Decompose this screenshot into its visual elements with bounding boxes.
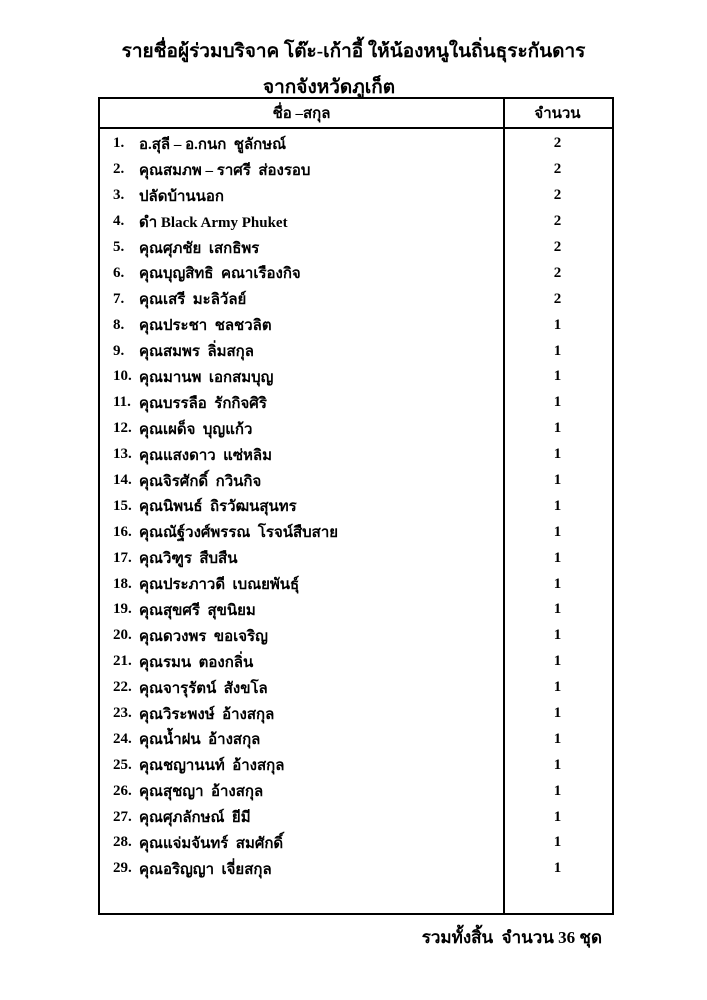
table-row bbox=[100, 701, 612, 727]
row-number: 25. bbox=[113, 756, 132, 773]
donor-name: คุณเสรี มะลิวัลย์ bbox=[139, 292, 247, 309]
table-row bbox=[100, 364, 612, 390]
donor-name: คุณณัฐ์วงศ์พรรณ โรจน์สืบสาย bbox=[139, 525, 339, 542]
page-subtitle: จากจังหวัดภูเก็ต bbox=[263, 77, 396, 98]
name-cell bbox=[100, 158, 503, 182]
table-row bbox=[100, 286, 612, 312]
table-row bbox=[100, 157, 612, 183]
name-cell bbox=[100, 753, 503, 777]
donor-name: คุณสมภพ – ราศรี ส่องรอบ bbox=[139, 162, 311, 179]
donor-count: 1 bbox=[553, 653, 562, 670]
donor-count: 1 bbox=[553, 782, 562, 799]
donor-count: 1 bbox=[553, 730, 562, 747]
table-row bbox=[100, 312, 612, 338]
row-number: 17. bbox=[113, 549, 132, 566]
name-cell bbox=[100, 520, 503, 544]
donor-count: 1 bbox=[553, 679, 562, 696]
row-number: 1. bbox=[113, 135, 125, 152]
table-row bbox=[100, 338, 612, 364]
table-body bbox=[100, 129, 612, 882]
name-cell bbox=[100, 339, 503, 363]
donor-name: คุณสุขศรี สุขนิยม bbox=[139, 602, 256, 619]
donor-count: 1 bbox=[553, 497, 562, 514]
table-row bbox=[100, 545, 612, 571]
name-cell bbox=[100, 857, 503, 881]
row-number: 8. bbox=[113, 316, 125, 333]
donor-count: 1 bbox=[553, 394, 562, 411]
name-cell bbox=[100, 650, 503, 674]
donor-count: 1 bbox=[553, 368, 562, 385]
donor-name: คุณแจ่มจันทร์ สมศักดิ์ bbox=[139, 835, 284, 852]
row-number: 21. bbox=[113, 653, 132, 670]
row-number: 5. bbox=[113, 239, 125, 255]
row-number: 4. bbox=[113, 213, 125, 230]
donor-name: คุณดวงพร ขอเจริญ bbox=[139, 628, 268, 645]
name-cell bbox=[100, 417, 503, 441]
column-header-count: จำนวน bbox=[534, 106, 581, 122]
table-row bbox=[100, 442, 612, 468]
donor-name: ปลัดบ้านนอก bbox=[139, 188, 224, 205]
donor-name: คุณจารุรัตน์ สังขโล bbox=[139, 680, 268, 697]
row-number: 20. bbox=[113, 627, 132, 644]
donor-count: 2 bbox=[553, 290, 562, 307]
row-number: 27. bbox=[113, 808, 132, 825]
page-title: รายชื่อผู้ร่วมบริจาค โต๊ะ-เก้าอี้ ให้น้องหนูในถิ่นธุระกันดาร bbox=[121, 41, 586, 62]
table-row bbox=[100, 416, 612, 442]
name-cell bbox=[100, 469, 503, 493]
donor-name: คุณศุภลักษณ์ ยีมี bbox=[139, 810, 251, 827]
donor-name: อ.สุลี – อ.กนก ชูลักษณ์ bbox=[139, 136, 287, 153]
donor-count: 2 bbox=[553, 264, 562, 281]
name-cell bbox=[100, 624, 503, 648]
donor-name: คุณนิพนธ์ ถิรวัฒนสุนทร bbox=[139, 499, 297, 516]
name-cell bbox=[100, 779, 503, 803]
donor-name: คุณบุญสิทธิ คณาเรืองกิจ bbox=[139, 266, 301, 283]
donor-name: คุณประภาวดี เบณยพันธุ์ bbox=[139, 577, 300, 594]
donor-count: 1 bbox=[553, 756, 562, 773]
name-cell bbox=[100, 210, 503, 234]
donor-name: คุณแสงดาว แซ่หลิม bbox=[139, 447, 273, 464]
row-number: 19. bbox=[113, 601, 132, 618]
donor-name: คุณสุชญา อ้างสกุล bbox=[139, 784, 264, 801]
name-cell bbox=[100, 494, 503, 518]
name-cell bbox=[100, 546, 503, 570]
name-cell bbox=[100, 805, 503, 829]
row-number: 14. bbox=[113, 472, 132, 489]
table-row bbox=[100, 571, 612, 597]
name-cell bbox=[100, 365, 503, 389]
name-cell bbox=[100, 184, 503, 208]
name-cell bbox=[100, 313, 503, 337]
table-row bbox=[100, 675, 612, 701]
table-row bbox=[100, 468, 612, 494]
donor-count: 2 bbox=[553, 135, 562, 152]
donor-name: คุณวิระพงษ์ อ้างสกุล bbox=[139, 706, 275, 723]
table-row bbox=[100, 623, 612, 649]
donor-name: คุณวิฑูร สืบสืน bbox=[139, 551, 238, 568]
table-row bbox=[100, 752, 612, 778]
donor-count: 1 bbox=[553, 472, 562, 489]
table-row bbox=[100, 493, 612, 519]
donor-name: คุณจิรศักดิ์ กวินกิจ bbox=[139, 473, 262, 490]
donor-name: คุณสมพร ลิ่มสกุล bbox=[139, 344, 254, 361]
name-cell bbox=[100, 676, 503, 700]
donor-count: 1 bbox=[553, 446, 562, 463]
name-cell bbox=[100, 443, 503, 467]
donor-count: 1 bbox=[553, 575, 562, 592]
name-cell bbox=[100, 132, 503, 156]
table-row bbox=[100, 649, 612, 675]
donor-count: 1 bbox=[553, 834, 562, 851]
donor-name: คุณอริญญา เจี่ยสกุล bbox=[139, 861, 272, 878]
row-number: 16. bbox=[113, 523, 132, 540]
column-header-name: ชื่อ –สกุล bbox=[272, 106, 331, 122]
donor-count: 1 bbox=[553, 808, 562, 825]
donor-name: คุณศุภชัย เสกธิพร bbox=[139, 240, 260, 257]
donor-name: ดำ Black Army Phuket bbox=[139, 214, 288, 231]
donor-count: 1 bbox=[553, 549, 562, 566]
donor-name: คุณประชา ชลชวลิต bbox=[139, 318, 272, 335]
donor-count: 1 bbox=[553, 627, 562, 644]
row-number: 12. bbox=[113, 420, 132, 437]
donor-name: คุณรมน ตองกลิ่น bbox=[139, 654, 254, 671]
table-row bbox=[100, 597, 612, 623]
row-number: 23. bbox=[113, 705, 132, 722]
table-row bbox=[100, 856, 612, 882]
row-number: 15. bbox=[113, 497, 132, 514]
total-summary: รวมทั้งสิ้น จำนวน 36 ชุด bbox=[421, 928, 602, 947]
row-number: 6. bbox=[113, 264, 125, 281]
donor-name: คุณเผด็จ บุญแก้ว bbox=[139, 421, 253, 438]
table-row bbox=[100, 209, 612, 235]
donor-name: คุณชญานนท์ อ้างสกุล bbox=[139, 758, 285, 775]
table-row bbox=[100, 804, 612, 830]
donor-count: 2 bbox=[553, 213, 562, 230]
row-number: 10. bbox=[113, 368, 132, 385]
donor-name: คุณบรรลือ รักกิจศิริ bbox=[139, 395, 267, 412]
column-divider bbox=[503, 99, 505, 913]
row-number: 28. bbox=[113, 834, 132, 851]
table-row bbox=[100, 778, 612, 804]
row-number: 2. bbox=[113, 161, 125, 178]
donor-name: คุณน้ำฝน อ้างสกุล bbox=[139, 732, 261, 749]
name-cell bbox=[100, 261, 503, 285]
table-row bbox=[100, 519, 612, 545]
name-cell bbox=[100, 727, 503, 751]
name-cell bbox=[100, 572, 503, 596]
name-cell bbox=[100, 391, 503, 415]
table-row bbox=[100, 235, 612, 261]
table-row bbox=[100, 183, 612, 209]
name-cell bbox=[100, 287, 503, 311]
row-number: 18. bbox=[113, 575, 132, 592]
row-number: 26. bbox=[113, 782, 132, 799]
name-cell bbox=[100, 702, 503, 726]
row-number: 22. bbox=[113, 679, 132, 696]
name-cell bbox=[100, 236, 503, 260]
table-row bbox=[100, 726, 612, 752]
donor-count: 1 bbox=[553, 860, 562, 877]
name-cell bbox=[100, 598, 503, 622]
row-number: 9. bbox=[113, 342, 125, 359]
donor-count: 1 bbox=[553, 601, 562, 618]
table-row bbox=[100, 830, 612, 856]
donor-name: คุณมานพ เอกสมบุญ bbox=[139, 369, 274, 386]
name-cell bbox=[100, 831, 503, 855]
table-header-row bbox=[100, 99, 612, 129]
donor-count: 2 bbox=[553, 187, 562, 204]
donor-count: 2 bbox=[553, 161, 562, 178]
donor-count: 1 bbox=[553, 420, 562, 437]
donor-count: 2 bbox=[553, 239, 562, 255]
row-number: 24. bbox=[113, 730, 132, 747]
row-number: 13. bbox=[113, 446, 132, 463]
row-number: 7. bbox=[113, 290, 125, 307]
table-row bbox=[100, 260, 612, 286]
table-row bbox=[100, 131, 612, 157]
donor-count: 1 bbox=[553, 705, 562, 722]
donor-count: 1 bbox=[553, 316, 562, 333]
row-number: 11. bbox=[113, 394, 131, 411]
row-number: 29. bbox=[113, 860, 132, 877]
donor-count: 1 bbox=[553, 523, 562, 540]
donor-count: 1 bbox=[553, 342, 562, 359]
row-number: 3. bbox=[113, 187, 125, 204]
table-row bbox=[100, 390, 612, 416]
donor-table bbox=[98, 97, 614, 915]
